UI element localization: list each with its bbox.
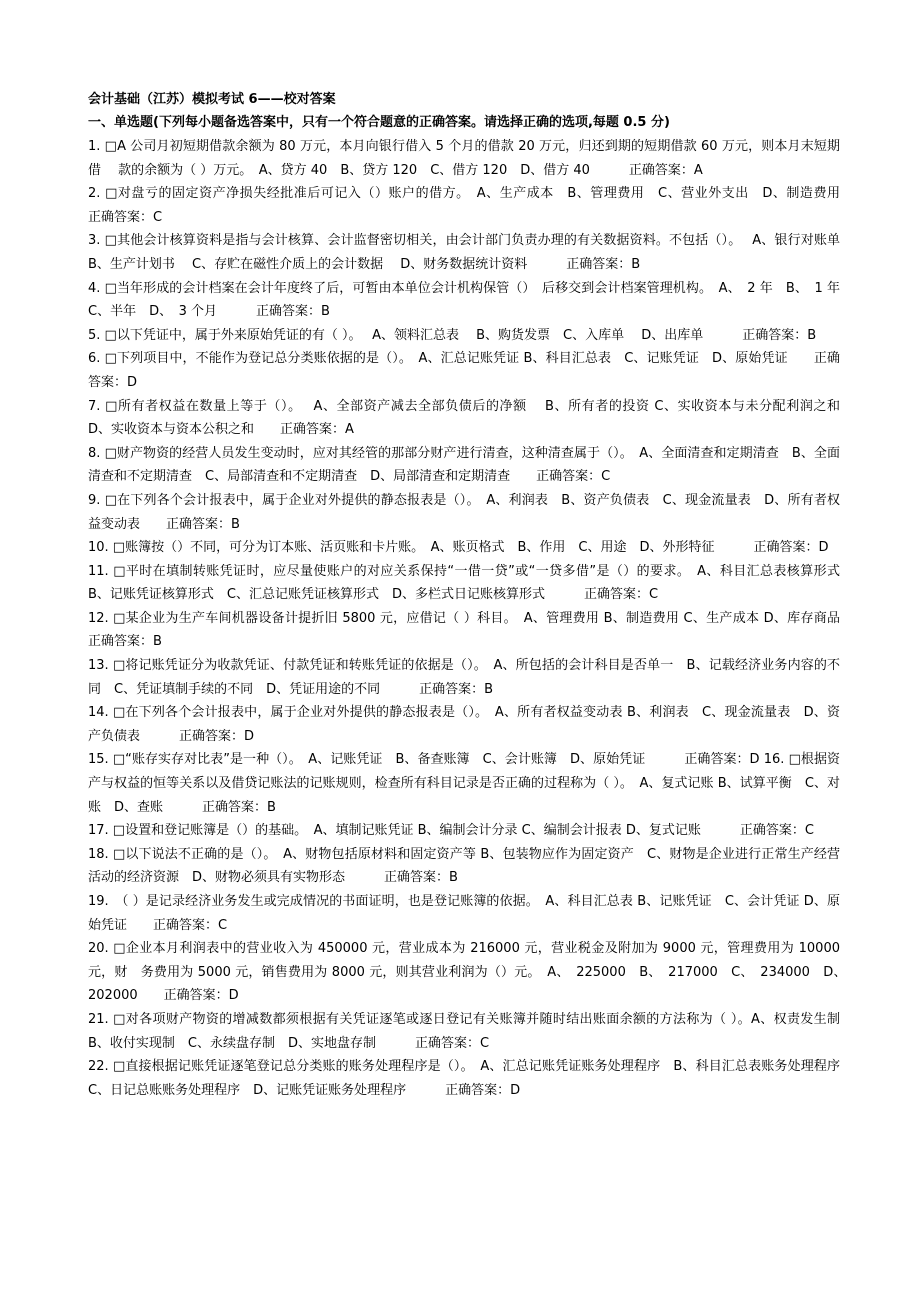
- document-page: [88, 90, 880, 1102]
- question-5: 5. □以下凭证中，属于外来原始凭证的有（ ）。 A、领料汇总表 B、购货发票 C、入库单 D、出库单 正确答案：B: [88, 327, 817, 343]
- question-22: 22. □直接根据记账凭证逐笔登记总分类账的账务处理程序是（）。 A、汇总记账凭证账务处理程序 B、科目汇总表账务处理程序 C、日记总账账务处理程序 D、记账凭证账务处理程序 正确答案：D: [88, 1059, 854, 1098]
- question-20: 20. □企业本月利润表中的营业收入为 450000 元，营业成本为 216000 元，营业税金及附加为 9000 元，管理费用为 10000 元，财 务费用为 5000 元，销售费用为 8000 元，则其营业利润为（）元。 A、 225000 B、 217000 C、 234000 D、 202000 正确答案：D: [88, 941, 854, 1004]
- question-12: 12. □某企业为生产车间机器设备计提折旧 5800 元，应借记（ ）科目。 A、管理费用 B、制造费用 C、生产成本 D、库存商品 正确答案：B: [88, 610, 880, 650]
- question-8: 8. □财产物资的经营人员发生变动时，应对其经管的那部分财产进行清查，这种清查属于（）。 A、全面清查和定期清查 B、全面清查和不定期清查 C、局部清查和不定期清查 D、局部清查和定期清查 正确答案：C: [88, 445, 840, 485]
- document-title: 会计基础（江苏）模拟考试 6——校对答案: [88, 92, 336, 107]
- question-3: 3. □其他会计核算资料是指与会计核算、会计监督密切相关，由会计部门负责办理的有关数据资料。不包括（）。 A、银行对账单 B、生产计划书 C、存贮在磁性介质上的会计数据 D、财务数据统计资料 正确答案：B: [88, 233, 854, 272]
- question-4: 4. □当年形成的会计档案在会计年度终了后，可暂由本单位会计机构保管（） 后移交到会计档案管理机构。 A、 2 年 B、 1 年 C、半年 D、 3 个月 正确答案：B: [88, 280, 858, 320]
- question-9: 9. □在下列各个会计报表中，属于企业对外提供的静态报表是（）。 A、利润表 B、资产负债表 C、现金流量表 D、所有者权益变动表 正确答案：B: [88, 492, 840, 532]
- question-18: 18. □以下说法不正确的是（）。 A、财物包括原材料和固定资产等 B、包装物应作为固定资产 C、财物是企业进行正常生产经营活动的经济资源 D、财物必须具有实物形态 正确答案：B: [88, 846, 840, 886]
- question-14: 14. □在下列各个会计报表中，属于企业对外提供的静态报表是（）。 A、所有者权益变动表 B、利润表 C、现金流量表 D、资产负债表 正确答案：D: [88, 705, 840, 744]
- question-10: 10. □账簿按（）不同，可分为订本账、活页账和卡片账。 A、账页格式 B、作用 C、用途 D、外形特征 正确答案：D: [88, 540, 829, 556]
- section-heading: 一、单选题(下列每小题备选答案中，只有一个符合题意的正确答案。请选择正确的选项,每题 0.5 分): [88, 115, 670, 130]
- question-19: 19. （ ）是记录经济业务发生或完成情况的书面证明，也是登记账簿的依据。 A、科目汇总表 B、记账凭证 C、会计凭证 D、原始凭证 正确答案：C: [88, 894, 840, 933]
- question-7: 7. □所有者权益在数量上等于（）。 A、全部资产减去全部负债后的净额 B、所有者的投资 C、实收资本与未分配利润之和 D、实收资本与资本公积之和 正确答案：A: [88, 398, 854, 438]
- question-17: 17. □设置和登记账簿是（）的基础。 A、填制记账凭证 B、编制会计分录 C、编制会计报表 D、复式记账 正确答案：C: [88, 823, 814, 839]
- question-15-16: 15. □“账存实存对比表”是一种（）。 A、记账凭证 B、备查账簿 C、会计账簿 D、原始凭证 正确答案：D 16. □根据资产与权益的恒等关系以及借贷记账法的记账规则，检查所有科目记录是否正确的过程称为（ ）。 A、复式记账 B、试算平衡 C、对账 D、查账 正确答案：B: [88, 752, 840, 815]
- question-2: 2. □对盘亏的固定资产净损失经批准后可记入（）账户的借方。 A、生产成本 B、管理费用 C、营业外支出 D、制造费用 正确答案：C: [88, 186, 880, 225]
- question-21: 21. □对各项财产物资的增减数都须根据有关凭证逐笔或逐日登记有关账簿并随时结出账面余额的方法称为（ ）。A、权责发生制 B、收付实现制 C、永续盘存制 D、实地盘存制 正确答案：C: [88, 1011, 854, 1051]
- question-11: 11. □平时在填制转账凭证时，应尽量使账户的对应关系保持“一借一贷”或“一贷多借”是（）的要求。 A、科目汇总表核算形式 B、记账凭证核算形式 C、汇总记账凭证核算形式 D、多栏式日记账核算形式 正确答案：C: [88, 563, 854, 603]
- question-1: 1. □A 公司月初短期借款余额为 80 万元，本月向银行借入 5 个月的借款 20 万元，归还到期的短期借款 60 万元，则本月末短期借 款的余额为（ ）万元。 A、贷方 40 B、贷方 120 C、借方 120 D、借方 40 正确答案：A: [88, 139, 840, 178]
- question-13: 13. □将记账凭证分为收款凭证、付款凭证和转账凭证的依据是（）。 A、所包括的会计科目是否单一 B、记载经济业务内容的不同 C、凭证填制手续的不同 D、凭证用途的不同 正确答案：B: [88, 658, 840, 697]
- question-6: 6. □下列项目中，不能作为登记总分类账依据的是（）。 A、汇总记账凭证 B、科目汇总表 C、记账凭证 D、原始凭证 正确答案：D: [88, 351, 840, 390]
